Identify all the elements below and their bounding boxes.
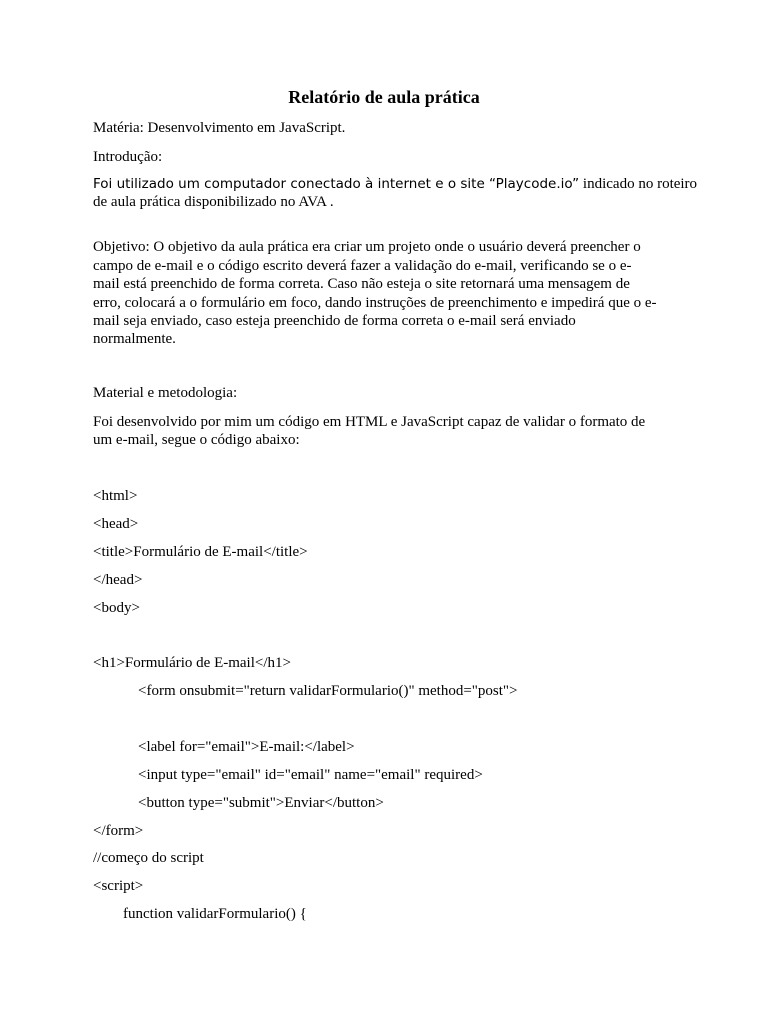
code-line: <input type="email" id="email" name="email" required> — [138, 767, 483, 783]
introduction-sans-text: Foi utilizado um computador conectado à internet e o site “Playcode.io” — [93, 176, 580, 192]
code-line: function validarFormulario() { — [123, 906, 307, 922]
code-line: <html> — [93, 488, 138, 504]
material-heading: Material e metodologia: — [93, 385, 238, 401]
introduction-heading: Introdução: — [93, 149, 163, 165]
code-line: <body> — [93, 600, 140, 616]
code-line: //começo do script — [93, 850, 204, 866]
objective-line-3: mail está preenchido de forma correta. Caso não esteja o site retornará uma mensagem de — [93, 276, 630, 292]
material-line-1: Foi desenvolvido por mim um código em HTML e JavaScript capaz de validar o formato de — [93, 414, 646, 430]
code-line: <label for="email">E-mail:</label> — [138, 739, 355, 755]
objective-line-2: campo de e-mail e o código escrito deverá fazer a validação do e-mail, verificando se o e- — [93, 258, 632, 274]
code-line: </head> — [93, 572, 143, 588]
code-line: <script> — [93, 878, 144, 894]
subject-line: Matéria: Desenvolvimento em JavaScript. — [93, 120, 346, 136]
code-line: <head> — [93, 516, 139, 532]
code-line: <button type="submit">Enviar</button> — [138, 795, 384, 811]
objective-line-1: Objetivo: O objetivo da aula prática era criar um projeto onde o usuário deverá preencher o — [93, 239, 641, 255]
objective-line-6: normalmente. — [93, 331, 176, 347]
material-line-2: um e-mail, segue o código abaixo: — [93, 432, 300, 448]
code-line: </form> — [93, 823, 144, 839]
document-title: Relatório de aula prática — [288, 87, 480, 107]
code-line: <title>Formulário de E-mail</title> — [93, 544, 308, 560]
introduction-serif-text: indicado no roteiro — [579, 176, 698, 192]
code-line: <h1>Formulário de E-mail</h1> — [93, 655, 291, 671]
code-line: <form onsubmit="return validarFormulario()" method="post"> — [138, 683, 518, 699]
introduction-line-2: de aula prática disponibilizado no AVA . — [93, 194, 334, 210]
objective-line-4: erro, colocará a o formulário em foco, dando instruções de preenchimento e impedirá que o e- — [93, 295, 657, 311]
introduction-line-1 — [93, 175, 697, 193]
objective-line-5: mail seja enviado, caso esteja preenchido de forma correta o e-mail será enviado — [93, 313, 576, 329]
